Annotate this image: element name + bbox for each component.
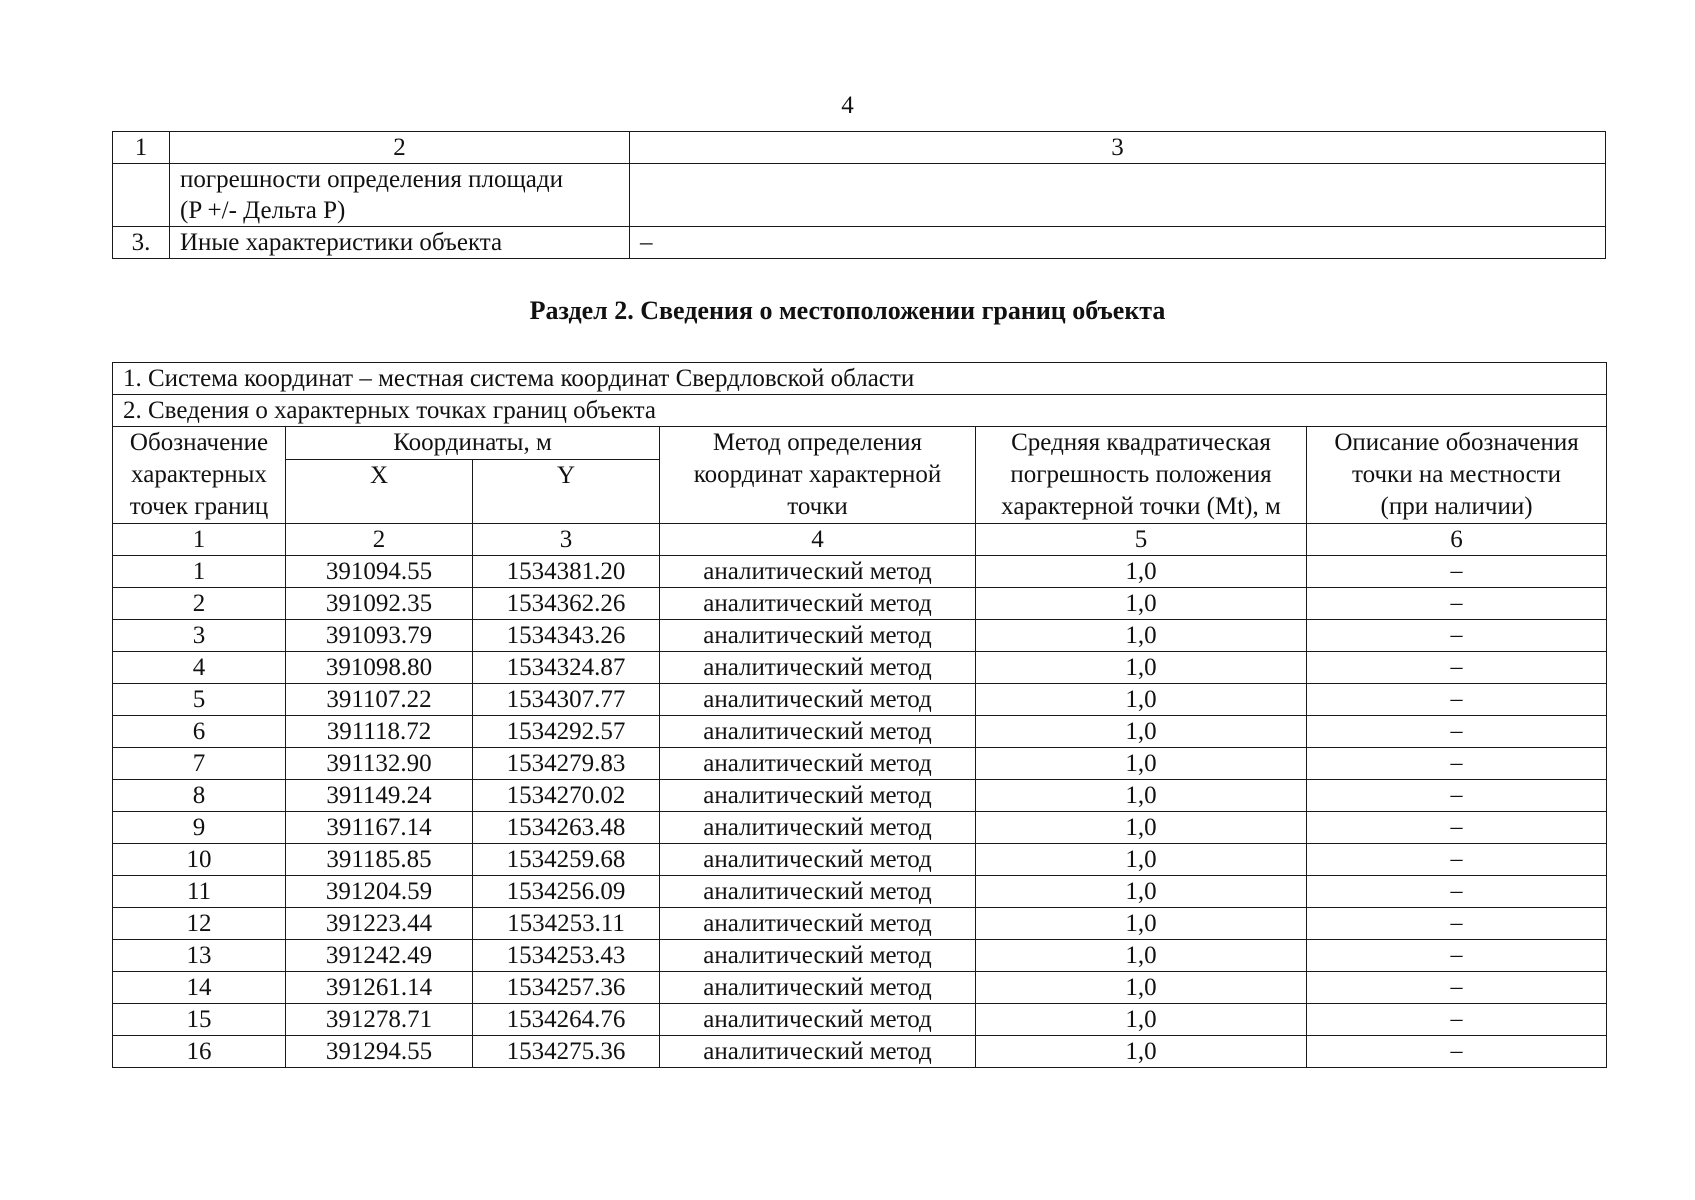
mean-square-error: 1,0 <box>976 652 1307 684</box>
coord-x: 391204.59 <box>286 876 473 908</box>
coordinate-system: 1. Система координат – местная система координат Свердловской области <box>113 363 1607 395</box>
method: аналитический метод <box>660 652 976 684</box>
point-number: 11 <box>113 876 286 908</box>
mean-square-error: 1,0 <box>976 1004 1307 1036</box>
section-title: Раздел 2. Сведения о местоположении границ объекта <box>529 296 1166 325</box>
header-line: Обозначение <box>129 429 269 456</box>
method: аналитический метод <box>660 716 976 748</box>
point-description: – <box>1307 1036 1607 1068</box>
table-row <box>113 164 1606 227</box>
header-line: точек границ <box>129 493 269 520</box>
coord-y: 1534292.57 <box>473 716 660 748</box>
point-description: – <box>1307 844 1607 876</box>
mean-square-error: 1,0 <box>976 972 1307 1004</box>
coord-x: 391242.49 <box>286 940 473 972</box>
table-row <box>113 620 1607 652</box>
point-description: – <box>1307 748 1607 780</box>
point-description: – <box>1307 780 1607 812</box>
object-characteristics-table <box>112 131 1606 259</box>
characteristic-name-line: (P +/- Дельта P) <box>180 197 346 224</box>
method: аналитический метод <box>660 812 976 844</box>
points-body <box>113 556 1607 1068</box>
header-line: Метод определения <box>712 429 923 456</box>
mean-square-error: 1,0 <box>976 684 1307 716</box>
coordinates-header: Координаты, м <box>286 427 660 460</box>
coord-x: 391167.14 <box>286 812 473 844</box>
coord-y: 1534253.11 <box>473 908 660 940</box>
method: аналитический метод <box>660 748 976 780</box>
point-number: 7 <box>113 748 286 780</box>
header-line: погрешность положения <box>1010 461 1272 488</box>
column-number: 1 <box>113 524 286 556</box>
table-header-row <box>113 132 1606 164</box>
page-number: 4 <box>841 92 854 119</box>
header-line: характерной точки (Mt), м <box>1001 493 1281 520</box>
y-header: Y <box>473 459 660 523</box>
column-number: 6 <box>1307 524 1607 556</box>
point-description: – <box>1307 940 1607 972</box>
header-line: точки <box>787 493 848 520</box>
point-number: 13 <box>113 940 286 972</box>
point-number: 2 <box>113 588 286 620</box>
point-description: – <box>1307 684 1607 716</box>
points-info-row <box>113 395 1607 427</box>
mean-square-error: 1,0 <box>976 876 1307 908</box>
table-row <box>113 227 1606 259</box>
mean-square-error: 1,0 <box>976 940 1307 972</box>
mean-square-error: 1,0 <box>976 1036 1307 1068</box>
column-number: 2 <box>286 524 473 556</box>
point-number: 1 <box>113 556 286 588</box>
point-number: 16 <box>113 1036 286 1068</box>
mean-square-error: 1,0 <box>976 844 1307 876</box>
row-number <box>113 164 170 227</box>
method: аналитический метод <box>660 844 976 876</box>
table-row <box>113 684 1607 716</box>
coord-y: 1534279.83 <box>473 748 660 780</box>
point-number: 14 <box>113 972 286 1004</box>
mean-square-error: 1,0 <box>976 620 1307 652</box>
coord-y: 1534263.48 <box>473 812 660 844</box>
header-line: (при наличии) <box>1380 493 1533 520</box>
method: аналитический метод <box>660 684 976 716</box>
coord-x: 391185.85 <box>286 844 473 876</box>
coord-y: 1534270.02 <box>473 780 660 812</box>
table-row <box>113 908 1607 940</box>
mean-square-error: 1,0 <box>976 748 1307 780</box>
point-description: – <box>1307 1004 1607 1036</box>
column-number: 5 <box>976 524 1307 556</box>
method: аналитический метод <box>660 1004 976 1036</box>
coord-x: 391149.24 <box>286 780 473 812</box>
point-description: – <box>1307 556 1607 588</box>
designation-header <box>113 427 286 524</box>
table-row <box>113 972 1607 1004</box>
coord-y: 1534256.09 <box>473 876 660 908</box>
method: аналитический метод <box>660 876 976 908</box>
point-description: – <box>1307 588 1607 620</box>
mean-square-error: 1,0 <box>976 780 1307 812</box>
table-row <box>113 716 1607 748</box>
coord-y: 1534307.77 <box>473 684 660 716</box>
table-row <box>113 652 1607 684</box>
point-number: 8 <box>113 780 286 812</box>
mean-square-error: 1,0 <box>976 588 1307 620</box>
coord-x: 391092.35 <box>286 588 473 620</box>
point-description: – <box>1307 620 1607 652</box>
header-line: характерных <box>131 461 267 488</box>
table-row <box>113 1036 1607 1068</box>
method: аналитический метод <box>660 588 976 620</box>
method: аналитический метод <box>660 1036 976 1068</box>
coord-y: 1534381.20 <box>473 556 660 588</box>
method-header <box>660 427 976 524</box>
coord-y: 1534275.36 <box>473 1036 660 1068</box>
table-header-row <box>113 427 1607 460</box>
mean-square-error: 1,0 <box>976 812 1307 844</box>
coord-y: 1534362.26 <box>473 588 660 620</box>
table-row <box>113 876 1607 908</box>
coord-y: 1534343.26 <box>473 620 660 652</box>
header-line: координат характерной <box>693 461 942 488</box>
table-row <box>113 588 1607 620</box>
point-number: 3 <box>113 620 286 652</box>
coord-x: 391098.80 <box>286 652 473 684</box>
coord-y: 1534264.76 <box>473 1004 660 1036</box>
method: аналитический метод <box>660 556 976 588</box>
point-number: 12 <box>113 908 286 940</box>
points-info: 2. Сведения о характерных точках границ объекта <box>113 395 1607 427</box>
x-header: X <box>286 459 473 523</box>
point-number: 5 <box>113 684 286 716</box>
table-row <box>113 1004 1607 1036</box>
description-header <box>1307 427 1607 524</box>
table-row <box>113 812 1607 844</box>
table-row <box>113 556 1607 588</box>
table-row <box>113 748 1607 780</box>
characteristic-name-line: погрешности определения площади <box>180 166 563 193</box>
point-description: – <box>1307 812 1607 844</box>
header-line: Описание обозначения <box>1334 429 1579 456</box>
point-description: – <box>1307 716 1607 748</box>
method: аналитический метод <box>660 940 976 972</box>
characteristic-value <box>630 164 1606 227</box>
coord-x: 391093.79 <box>286 620 473 652</box>
coord-x: 391094.55 <box>286 556 473 588</box>
coord-x: 391223.44 <box>286 908 473 940</box>
point-description: – <box>1307 972 1607 1004</box>
point-number: 9 <box>113 812 286 844</box>
point-description: – <box>1307 908 1607 940</box>
mean-square-error: 1,0 <box>976 556 1307 588</box>
characteristic-name <box>170 164 630 227</box>
mean-square-error: 1,0 <box>976 716 1307 748</box>
header-cell: 3 <box>630 132 1606 164</box>
coord-x: 391118.72 <box>286 716 473 748</box>
coord-y: 1534259.68 <box>473 844 660 876</box>
coord-x: 391294.55 <box>286 1036 473 1068</box>
mean-square-error: 1,0 <box>976 908 1307 940</box>
point-number: 4 <box>113 652 286 684</box>
header-cell: 2 <box>170 132 630 164</box>
coord-x: 391132.90 <box>286 748 473 780</box>
point-description: – <box>1307 876 1607 908</box>
point-number: 10 <box>113 844 286 876</box>
header-line: Средняя квадратическая <box>1011 429 1271 456</box>
point-number: 15 <box>113 1004 286 1036</box>
coord-x: 391107.22 <box>286 684 473 716</box>
characteristic-name: Иные характеристики объекта <box>170 227 630 259</box>
boundary-points-table <box>112 362 1607 1068</box>
method: аналитический метод <box>660 908 976 940</box>
table-row <box>113 780 1607 812</box>
coord-y: 1534253.43 <box>473 940 660 972</box>
column-number: 4 <box>660 524 976 556</box>
table-row <box>113 844 1607 876</box>
coord-x: 391261.14 <box>286 972 473 1004</box>
column-numbers-row <box>113 524 1607 556</box>
column-number: 3 <box>473 524 660 556</box>
header-line: точки на местности <box>1352 461 1562 488</box>
coord-x: 391278.71 <box>286 1004 473 1036</box>
coord-y: 1534324.87 <box>473 652 660 684</box>
coord-y: 1534257.36 <box>473 972 660 1004</box>
error-header <box>976 427 1307 524</box>
point-number: 6 <box>113 716 286 748</box>
row-number: 3. <box>113 227 170 259</box>
method: аналитический метод <box>660 972 976 1004</box>
method: аналитический метод <box>660 780 976 812</box>
coordinate-system-row <box>113 363 1607 395</box>
table-row <box>113 940 1607 972</box>
characteristic-value: – <box>630 227 1606 259</box>
header-cell: 1 <box>113 132 170 164</box>
point-description: – <box>1307 652 1607 684</box>
method: аналитический метод <box>660 620 976 652</box>
